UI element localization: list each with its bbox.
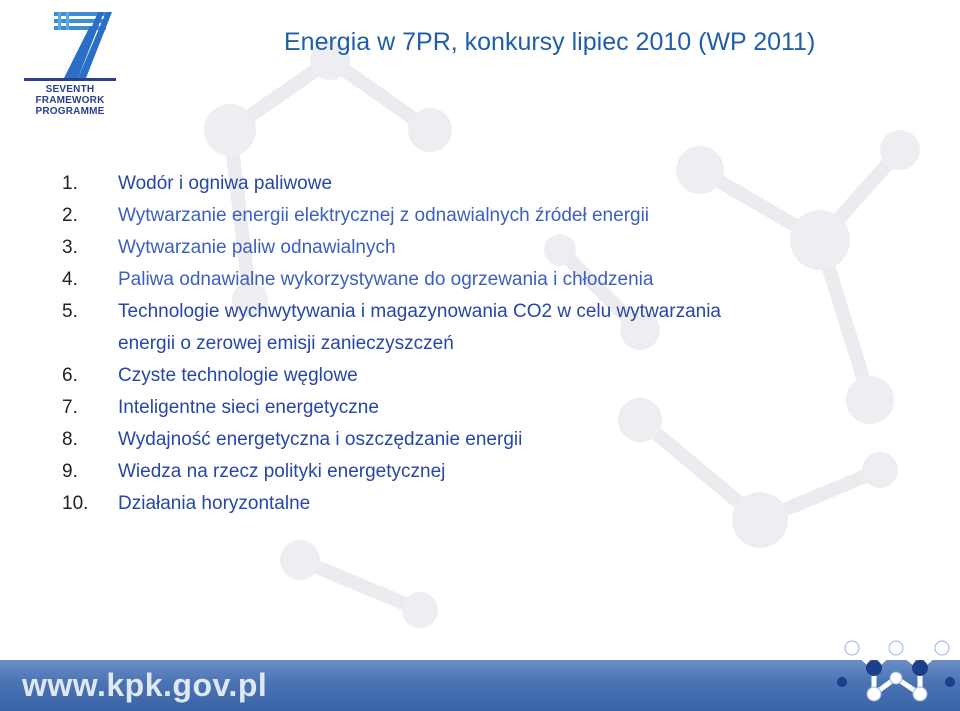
logo-line-2: PROGRAMME — [35, 106, 105, 117]
item-number: 1. — [62, 173, 78, 194]
list-item — [62, 264, 902, 296]
item-text: Działania horyzontalne — [118, 493, 311, 514]
list-item — [62, 296, 902, 328]
topic-list — [62, 168, 902, 520]
footer-banner — [0, 660, 960, 711]
item-text: Wydajność energetyczna i oszczędzanie energii — [118, 429, 523, 450]
list-item-continuation — [62, 328, 902, 360]
item-text: Technologie wychwytywania i magazynowania CO2 w celu wytwarzania — [118, 301, 721, 322]
item-number: 10. — [62, 493, 89, 514]
item-number: 5. — [62, 301, 78, 322]
list-item — [62, 424, 902, 456]
item-text: Wytwarzanie paliw odnawialnych — [118, 237, 396, 258]
list-item — [62, 232, 902, 264]
footer-url: www.kpk.gov.pl — [22, 667, 268, 703]
item-number: 6. — [62, 365, 78, 386]
logo-line-1: SEVENTH FRAMEWORK — [35, 84, 105, 106]
item-text: Paliwa odnawialne wykorzystywane do ogrzewania i chłodzenia — [118, 269, 654, 290]
list-item — [62, 360, 902, 392]
item-text: Inteligentne sieci energetyczne — [118, 397, 379, 418]
list-item — [62, 200, 902, 232]
fp7-logo-text — [14, 84, 126, 117]
list-item — [62, 392, 902, 424]
item-text: energii o zerowej emisji zanieczyszczeń — [118, 333, 454, 354]
item-text: Wytwarzanie energii elektrycznej z odnawialnych źródeł energii — [118, 205, 650, 226]
item-number: 8. — [62, 429, 78, 450]
fp7-logo — [14, 8, 126, 117]
item-number: 9. — [62, 461, 78, 482]
molecule-icon — [830, 632, 960, 711]
list-item — [62, 168, 902, 200]
item-number: 7. — [62, 397, 78, 418]
fp7-seven-icon — [14, 8, 126, 84]
list-item — [62, 456, 902, 488]
item-number: 3. — [62, 237, 78, 258]
list-item — [62, 488, 902, 520]
item-text: Wiedza na rzecz polityki energetycznej — [118, 461, 446, 482]
slide-title: Energia w 7PR, konkursy lipiec 2010 (WP 2011) — [284, 28, 816, 56]
item-text: Wodór i ogniwa paliwowe — [118, 173, 333, 194]
item-number: 2. — [62, 205, 78, 226]
item-number: 4. — [62, 269, 78, 290]
item-text: Czyste technologie węglowe — [118, 365, 358, 386]
